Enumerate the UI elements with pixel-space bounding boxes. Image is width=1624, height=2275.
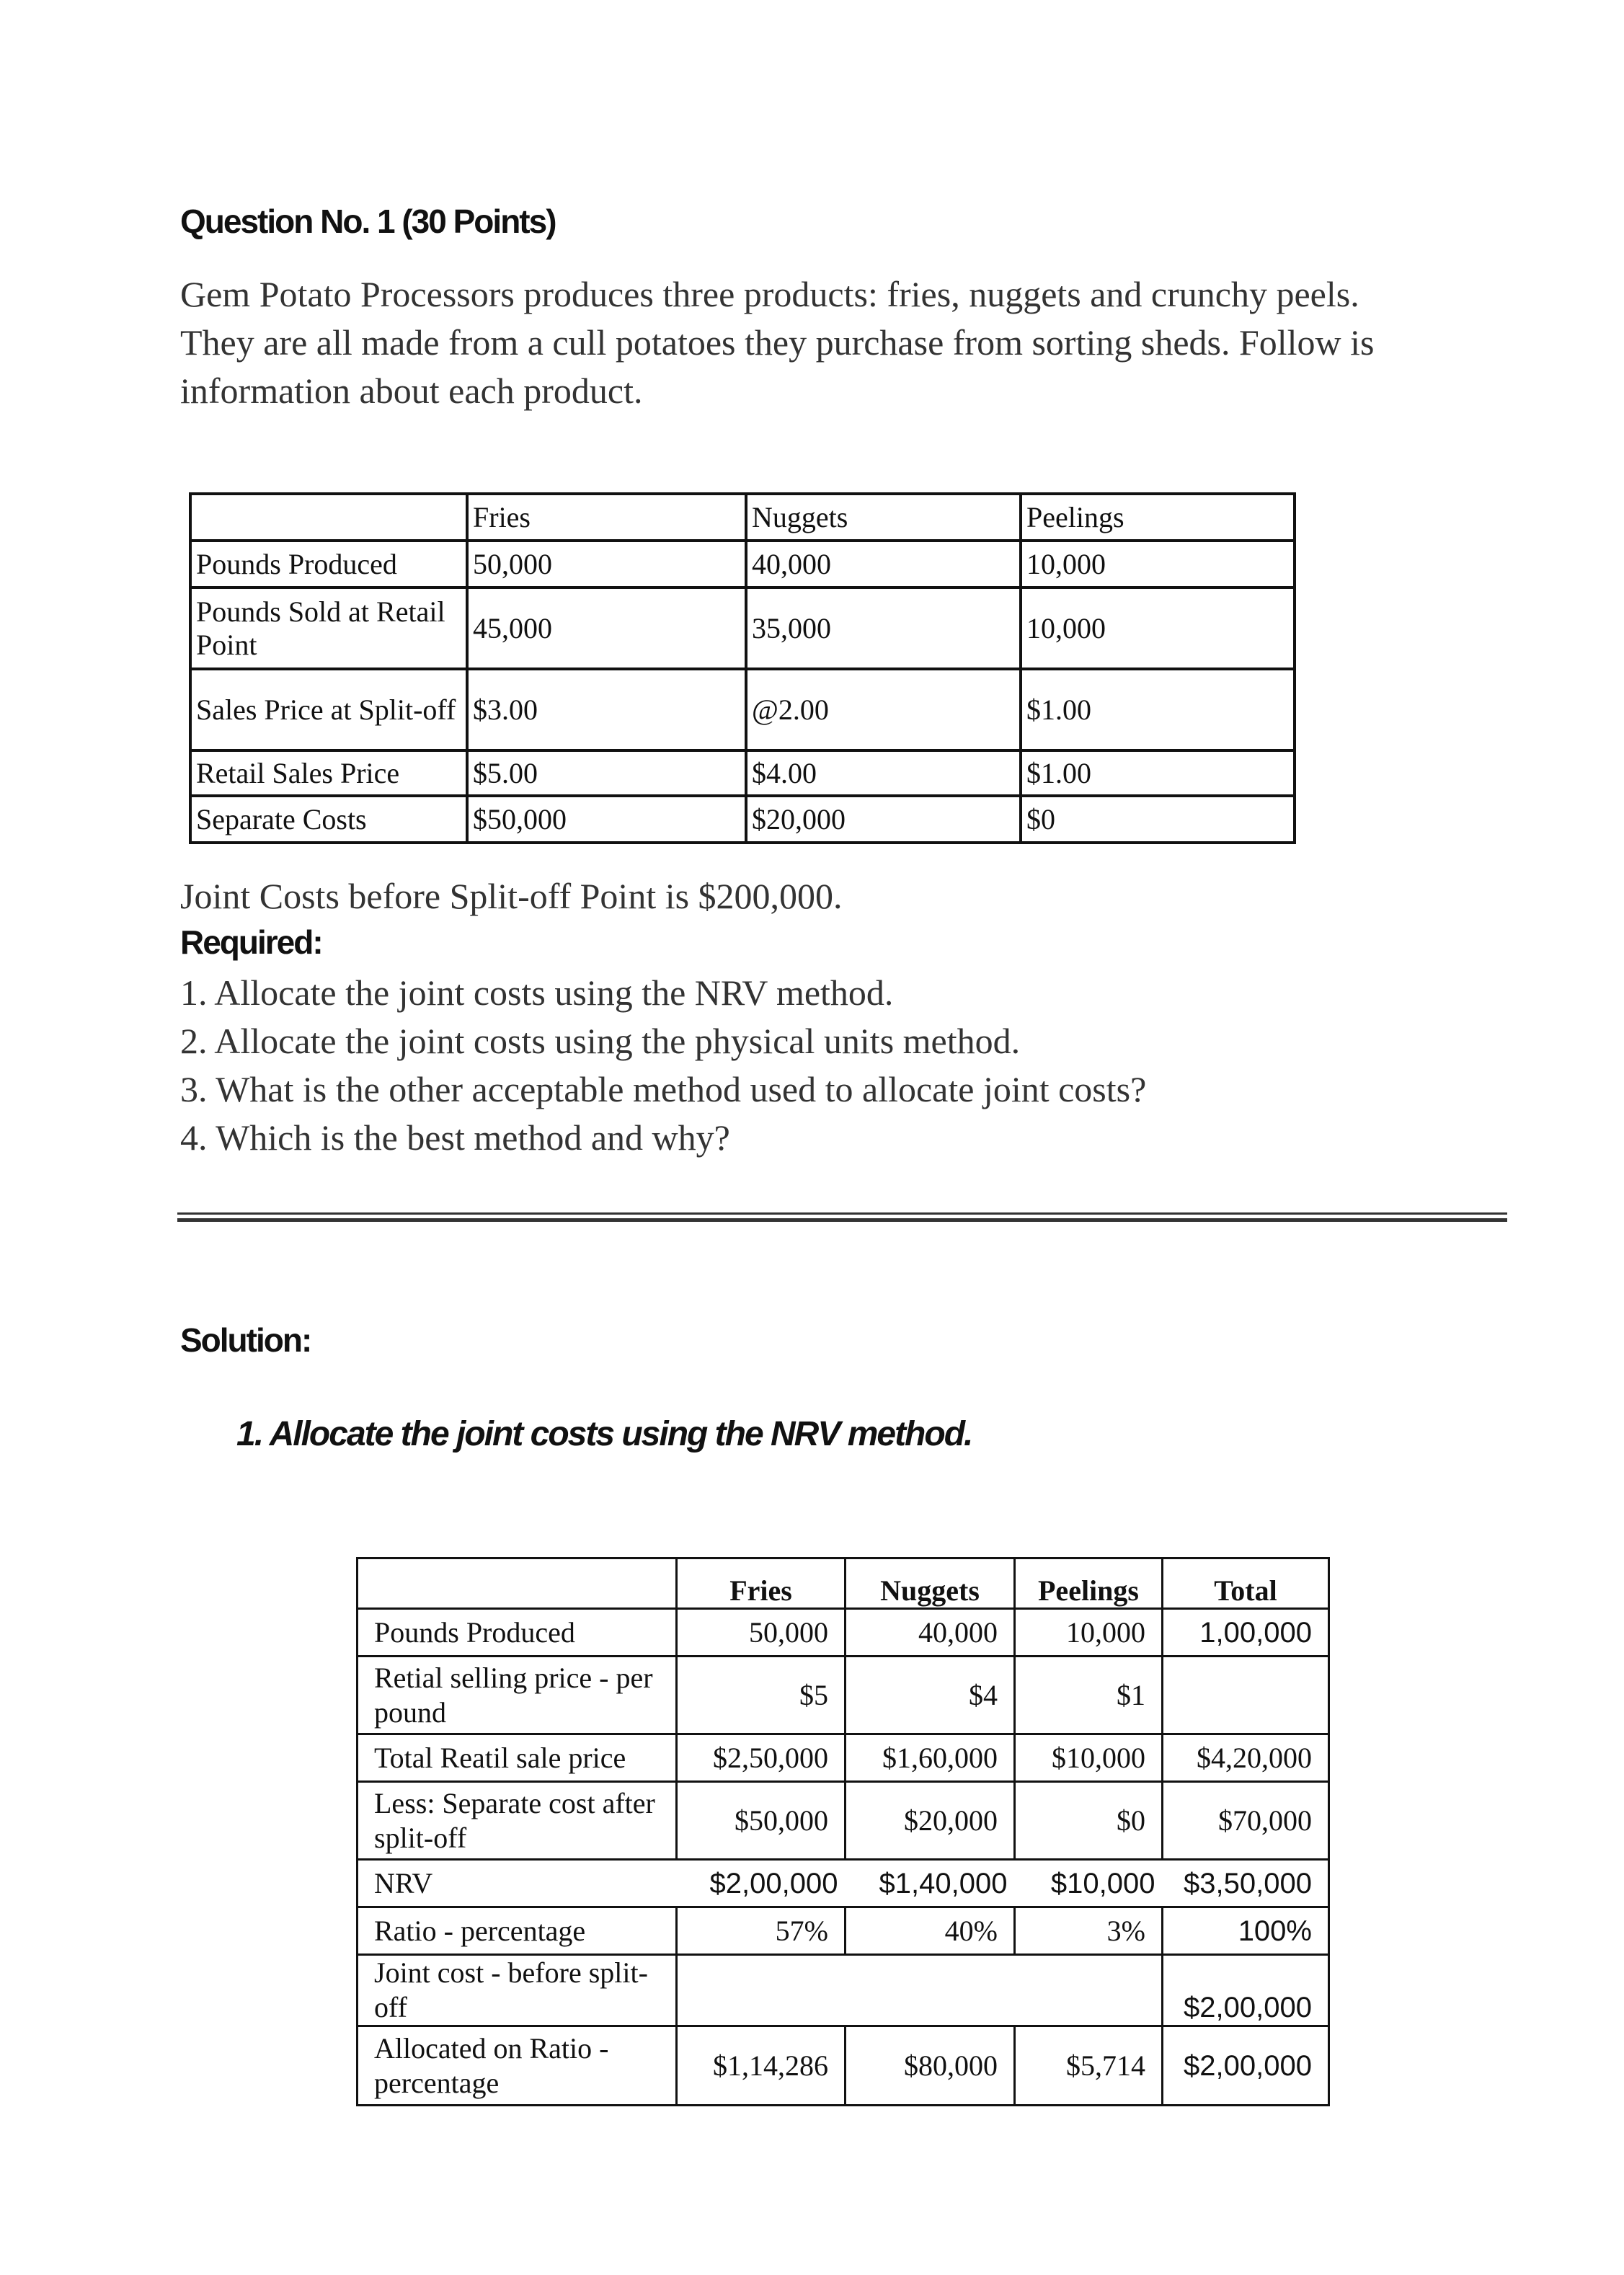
intro-line: They are all made from a cull potatoes they purchase from sorting sheds. Follow is bbox=[180, 322, 1375, 363]
header-cell: Nuggets bbox=[846, 1558, 1015, 1609]
cell bbox=[1163, 1657, 1329, 1734]
cell: 100% bbox=[1163, 1907, 1329, 1955]
cell: $5.00 bbox=[467, 750, 746, 796]
cell: $2,50,000 bbox=[677, 1734, 846, 1782]
required-item: 1. Allocate the joint costs using the NRV method. bbox=[180, 972, 894, 1013]
row-label: Pounds Sold at Retail Point bbox=[190, 587, 467, 669]
header-cell: Peelings bbox=[1021, 494, 1295, 541]
cell: $10,000 bbox=[1015, 1860, 1163, 1907]
intro-paragraph bbox=[180, 270, 1375, 415]
header-cell: Fries bbox=[467, 494, 746, 541]
product-info-table bbox=[189, 492, 1296, 844]
table-row bbox=[358, 1782, 1329, 1860]
joint-costs-text: Joint Costs before Split-off Point is $200,000. bbox=[180, 876, 843, 916]
intro-line: information about each product. bbox=[180, 371, 643, 411]
table-row bbox=[358, 1609, 1329, 1657]
row-label: Total Reatil sale price bbox=[358, 1734, 677, 1782]
cell: $2,00,000 bbox=[1163, 1955, 1329, 2026]
cell: $0 bbox=[1021, 796, 1295, 843]
header-cell: Nuggets bbox=[746, 494, 1021, 541]
cell: 35,000 bbox=[746, 587, 1021, 669]
table-row bbox=[190, 669, 1295, 750]
table-row bbox=[190, 750, 1295, 796]
divider bbox=[177, 1212, 1507, 1215]
empty-merged-cell bbox=[677, 1955, 1163, 2026]
cell: $5 bbox=[677, 1657, 846, 1734]
row-label: Less: Separate cost after split-off bbox=[358, 1782, 677, 1860]
header-cell: Total bbox=[1163, 1558, 1329, 1609]
table-row bbox=[358, 1955, 1329, 2026]
row-label: Separate Costs bbox=[190, 796, 467, 843]
part1-heading: 1. Allocate the joint costs using the NRV method. bbox=[236, 1415, 972, 1453]
row-label: Pounds Produced bbox=[358, 1609, 677, 1657]
header-cell: Peelings bbox=[1015, 1558, 1163, 1609]
table-row bbox=[358, 1734, 1329, 1782]
row-label: NRV bbox=[358, 1860, 677, 1907]
cell: $50,000 bbox=[677, 1782, 846, 1860]
table-row bbox=[190, 541, 1295, 587]
table-row bbox=[190, 587, 1295, 669]
header-cell: Fries bbox=[677, 1558, 846, 1609]
cell: $20,000 bbox=[746, 796, 1021, 843]
required-item: 4. Which is the best method and why? bbox=[180, 1117, 730, 1158]
table-row-nrv bbox=[358, 1860, 1329, 1907]
cell: $4.00 bbox=[746, 750, 1021, 796]
cell: @2.00 bbox=[746, 669, 1021, 750]
header-cell bbox=[190, 494, 467, 541]
table-row bbox=[358, 2026, 1329, 2106]
cell: $4 bbox=[846, 1657, 1015, 1734]
row-label: Pounds Produced bbox=[190, 541, 467, 587]
cell: $2,00,000 bbox=[1163, 2026, 1329, 2106]
row-label: Retial selling price - per pound bbox=[358, 1657, 677, 1734]
cell: 40% bbox=[846, 1907, 1015, 1955]
cell: 50,000 bbox=[677, 1609, 846, 1657]
cell: $80,000 bbox=[846, 2026, 1015, 2106]
cell: 10,000 bbox=[1021, 587, 1295, 669]
cell: 40,000 bbox=[746, 541, 1021, 587]
cell: 50,000 bbox=[467, 541, 746, 587]
row-label: Joint cost - before split-off bbox=[358, 1955, 677, 2026]
required-item: 2. Allocate the joint costs using the physical units method. bbox=[180, 1021, 1021, 1061]
header-cell bbox=[358, 1558, 677, 1609]
cell: $70,000 bbox=[1163, 1782, 1329, 1860]
question-title: Question No. 1 (30 Points) bbox=[180, 203, 556, 240]
table-row bbox=[190, 796, 1295, 843]
cell: $1.00 bbox=[1021, 669, 1295, 750]
intro-line: Gem Potato Processors produces three products: fries, nuggets and crunchy peels. bbox=[180, 274, 1359, 314]
cell: 10,000 bbox=[1015, 1609, 1163, 1657]
cell: 1,00,000 bbox=[1163, 1609, 1329, 1657]
cell: $10,000 bbox=[1015, 1734, 1163, 1782]
required-heading: Required: bbox=[180, 923, 322, 961]
cell: $5,714 bbox=[1015, 2026, 1163, 2106]
table-header-row bbox=[358, 1558, 1329, 1609]
cell: $1,60,000 bbox=[846, 1734, 1015, 1782]
solution-heading: Solution: bbox=[180, 1321, 311, 1359]
cell: 45,000 bbox=[467, 587, 746, 669]
cell: $50,000 bbox=[467, 796, 746, 843]
cell: $0 bbox=[1015, 1782, 1163, 1860]
cell: 10,000 bbox=[1021, 541, 1295, 587]
cell: $1,14,286 bbox=[677, 2026, 846, 2106]
cell: $1,40,000 bbox=[846, 1860, 1015, 1907]
cell: 40,000 bbox=[846, 1609, 1015, 1657]
required-item: 3. What is the other acceptable method used to allocate joint costs? bbox=[180, 1069, 1147, 1109]
cell: $4,20,000 bbox=[1163, 1734, 1329, 1782]
row-label: Retail Sales Price bbox=[190, 750, 467, 796]
table-row bbox=[358, 1907, 1329, 1955]
row-label: Ratio - percentage bbox=[358, 1907, 677, 1955]
table-header-row bbox=[190, 494, 1295, 541]
cell: $3,50,000 bbox=[1163, 1860, 1329, 1907]
cell: $3.00 bbox=[467, 669, 746, 750]
table-row bbox=[358, 1657, 1329, 1734]
cell: $1 bbox=[1015, 1657, 1163, 1734]
row-label: Allocated on Ratio - percentage bbox=[358, 2026, 677, 2106]
cell: 3% bbox=[1015, 1907, 1163, 1955]
cell: 57% bbox=[677, 1907, 846, 1955]
cell: $1.00 bbox=[1021, 750, 1295, 796]
divider bbox=[177, 1218, 1507, 1222]
nrv-allocation-table bbox=[356, 1557, 1330, 2106]
row-label: Sales Price at Split-off bbox=[190, 669, 467, 750]
required-list bbox=[180, 969, 1146, 1162]
cell: $20,000 bbox=[846, 1782, 1015, 1860]
cell: $2,00,000 bbox=[677, 1860, 846, 1907]
